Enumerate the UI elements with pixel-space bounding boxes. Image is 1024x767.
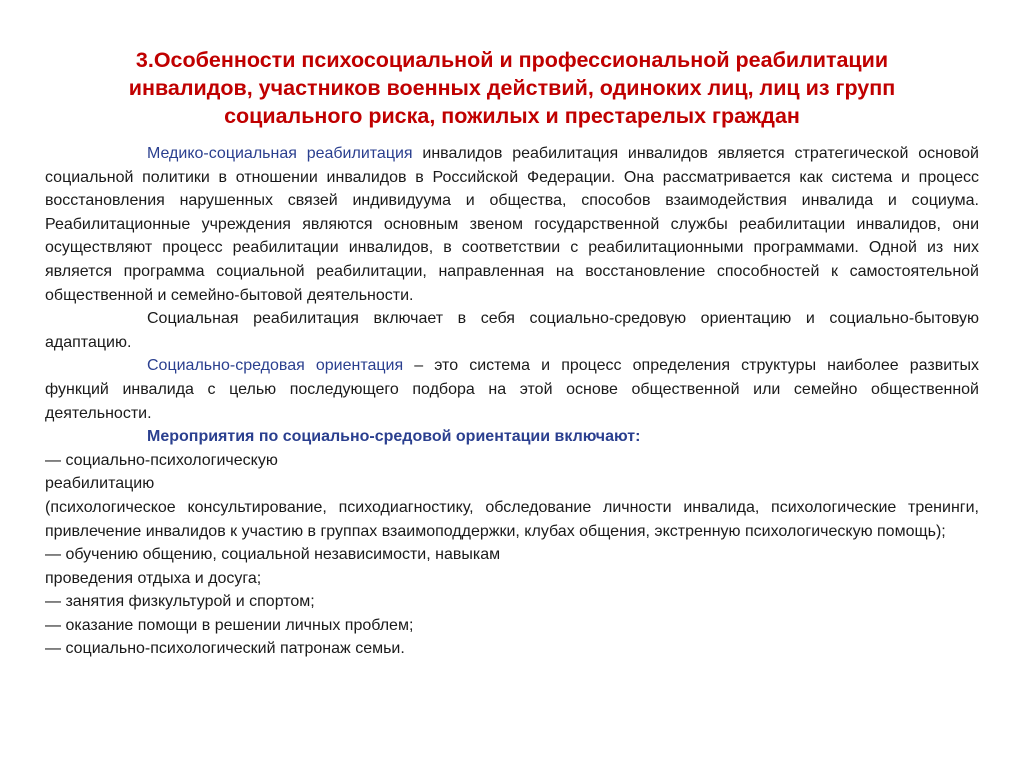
term-social-environmental-orientation: Социально-средовая ориентация bbox=[147, 357, 404, 375]
list-item-detail: (психологическое консультирование, психодиагностику, обследование личности инвалида, психологические тренинги, привлечение инвалидов к участию в группах взаимоподдержки, клубах общения, экстренную психологическую помощь); bbox=[45, 498, 979, 540]
title-line-3: социального риска, пожилых и престарелых граждан bbox=[224, 104, 800, 128]
list-item: — социально-психологическую bbox=[45, 451, 278, 469]
list-item: — оказание помощи в решении личных проблем; bbox=[45, 616, 414, 634]
list-item: — занятия физкультурой и спортом; bbox=[45, 593, 315, 611]
title-line-2: инвалидов, участников военных действий, одиноких лиц, лиц из групп bbox=[128, 76, 896, 100]
list-item: — социально-психологический патронаж семьи. bbox=[45, 640, 405, 658]
slide-body bbox=[45, 142, 979, 661]
paragraph-text: инвалидов реабилитация инвалидов является стратегической основой социальной политики в отношении инвалидов в Российской Федерации. Она рассматривается как система и процесс восстановления нарушенных связей индивидуума и общества, способов взаимодействия инвалида и социума. Реабилитационные учреждения являются основным звеном государственной службы реабилитации инвалидов, они осуществляют процесс реабилитации инвалидов, в соответствии с реабилитационными программами. Одной из них является программа социальной реабилитации, направленная на восстановление способностей к самостоятельной общественной и семейно-бытовой деятельности. bbox=[45, 145, 979, 304]
paragraph-social-rehab bbox=[45, 307, 979, 354]
slide-title bbox=[30, 46, 994, 130]
list-item-continuation: проведения отдыха и досуга; bbox=[45, 569, 262, 587]
term-medical-social-rehab: Медико-социальная реабилитация bbox=[147, 145, 413, 162]
paragraph-medical-social bbox=[45, 142, 979, 307]
list-item: — обучению общению, социальной независимости, навыкам bbox=[45, 546, 501, 564]
paragraph-text: – это система и процесс определения структуры наиболее развитых функций инвалида с целью последующего подбора на этой основе общественной или семейно общественной деятельности. bbox=[45, 357, 980, 422]
list-item-continuation: реабилитацию bbox=[45, 475, 155, 493]
paragraph-orientation bbox=[45, 354, 979, 425]
paragraph-text: Социальная реабилитация включает в себя социально-средовую ориентацию и социально-бытовую адаптацию. bbox=[45, 310, 979, 351]
measures-heading: Мероприятия по социально-средовой ориентации включают: bbox=[147, 428, 641, 446]
title-line-1: 3.Особенности психосоциальной и профессиональной реабилитации bbox=[135, 48, 889, 72]
paragraph-measures-heading bbox=[45, 425, 979, 449]
